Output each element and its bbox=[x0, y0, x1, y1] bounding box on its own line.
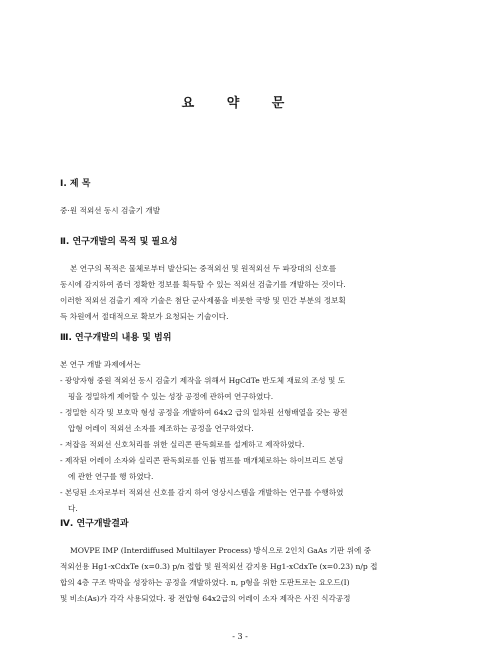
section-3-line: 다. bbox=[68, 504, 78, 513]
section-3-line: 에 관한 연구를 행 하였다. bbox=[68, 472, 154, 481]
section-4-line: 적외선용 Hg1-xCdxTe (x=0.3) p/n 접합 및 원적외선 감지용 Hg1-xCdxTe (x=0.23) n/p 접 bbox=[60, 562, 378, 571]
section-3-intro: 본 연구 개발 과제에서는 bbox=[60, 360, 141, 369]
section-3-line: - 본딩된 소자로부터 적외선 신호를 감지 하여 영상시스템을 개발하는 연구를 수행하였 bbox=[60, 488, 344, 497]
section-3-line: 핑을 정밀하게 제어할 수 있는 성장 공정에 관하여 연구하였다. bbox=[68, 392, 274, 401]
section-3-line: - 정밀한 식각 및 보호막 형성 공정을 개발하여 64x2 급의 일차원 선형배열을 갖는 광전 bbox=[60, 408, 348, 417]
section-3-line: - 광양자형 중원 적외선 동시 검출기 제작을 위해서 HgCdTe 반도체 재료의 조성 및 도 bbox=[60, 376, 346, 385]
section-1-heading: Ⅰ. 제 목 bbox=[60, 179, 91, 189]
section-4-line: 합의 4층 구조 박막을 성장하는 공정을 개발하였다. n, p형을 위한 도판트로는 요오드(I) bbox=[60, 578, 350, 587]
section-3-line: - 제작된 어레이 소자와 실리콘 판독회로를 인듐 범프를 매개체로하는 하이브리드 본딩 bbox=[60, 456, 344, 465]
section-4-line: 및 비소(As)가 각각 사용되었다. 광 전압형 64x2급의 어레이 소자 제작은 사진 식각공정 bbox=[60, 594, 351, 603]
section-4-line: MOVPE IMP (Interdiffused Multilayer Process) 방식으로 2인치 GaAs 기판 위에 중 bbox=[70, 546, 372, 555]
document-title: 요 약 문 bbox=[181, 96, 299, 111]
section-3-heading: Ⅲ. 연구개발의 내용 및 범위 bbox=[60, 333, 172, 343]
section-2-line: 이러한 적외선 검출기 제작 기술은 첨단 군사제품을 비롯한 국방 및 민간 부분의 정보획 bbox=[60, 296, 346, 305]
section-2-line: 득 차원에서 절대적으로 확보가 요청되는 기술이다. bbox=[60, 312, 229, 321]
section-2-line: 본 연구의 목적은 물체로부터 발산되는 중적외선 및 원적외선 두 파장대의 신호를 bbox=[70, 264, 337, 273]
section-4-heading: Ⅳ. 연구개발결과 bbox=[60, 519, 129, 529]
section-3-line: - 저잡음 적외선 신호처리를 위한 실리콘 판독회로를 설계하고 제작하였다. bbox=[60, 440, 305, 449]
page-number: - 3 - bbox=[232, 632, 248, 641]
section-2-heading: Ⅱ. 연구개발의 목적 및 필요성 bbox=[60, 237, 178, 247]
section-3-line: 압형 어레이 적외선 소자를 제조하는 공정을 연구하였다. bbox=[68, 424, 254, 433]
section-1-body: 중·원 적외선 동시 검출기 개발 bbox=[60, 206, 161, 215]
section-2-line: 동시에 감지하여 좀더 정확한 정보를 획득할 수 있는 적외선 검출기를 개발하는 것이다. bbox=[60, 280, 346, 289]
